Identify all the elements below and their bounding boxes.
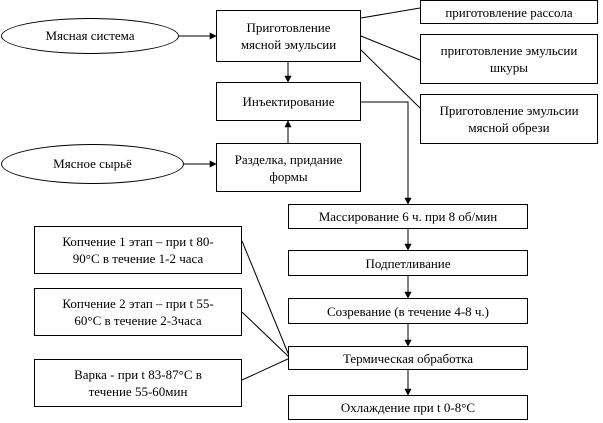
node-injection: Инъектирование [216, 82, 361, 121]
node-smoking-1: Копчение 1 этап – при t 80- 90°С в течение 1-2 часа [34, 226, 242, 274]
node-cutting: Разделка, придание формы [216, 143, 361, 192]
line-emulsion-to-brine [361, 8, 420, 18]
node-smoking-2: Копчение 2 этап – при t 55- 60°С в течение 2-3часа [34, 288, 242, 336]
line-smoking2-to-heat [242, 312, 290, 358]
node-looping: Подпетливание [288, 250, 528, 276]
line-emulsion-to-skin [361, 36, 420, 60]
line-smoking1-to-heat [242, 241, 290, 358]
node-brine-prep: приготовление рассола [420, 0, 598, 24]
line-emulsion-to-trim [361, 50, 420, 108]
node-cooling: Охлаждение при t 0-8°С [288, 395, 528, 420]
node-maturation: Созревание (в течение 4-8 ч.) [288, 298, 528, 324]
node-massaging: Массирование 6 ч. при 8 об/мин [288, 204, 528, 229]
node-meat-system: Мясная система [1, 18, 179, 54]
arrow-injection-to-massaging [361, 102, 408, 204]
node-emulsion-prep: Приготовление мясной эмульсии [216, 10, 361, 62]
node-heat-treatment: Термическая обработка [288, 346, 528, 370]
node-cooking: Варка - при t 83-87°С в течение 55-60мин [34, 359, 242, 407]
line-cooking-to-heat [242, 358, 290, 380]
node-trim-emulsion: Приготовление эмульсии мясной обрези [420, 94, 598, 144]
node-skin-emulsion: приготовление эмульсии шкуры [420, 34, 598, 84]
node-meat-raw: Мясное сырьё [1, 144, 184, 184]
